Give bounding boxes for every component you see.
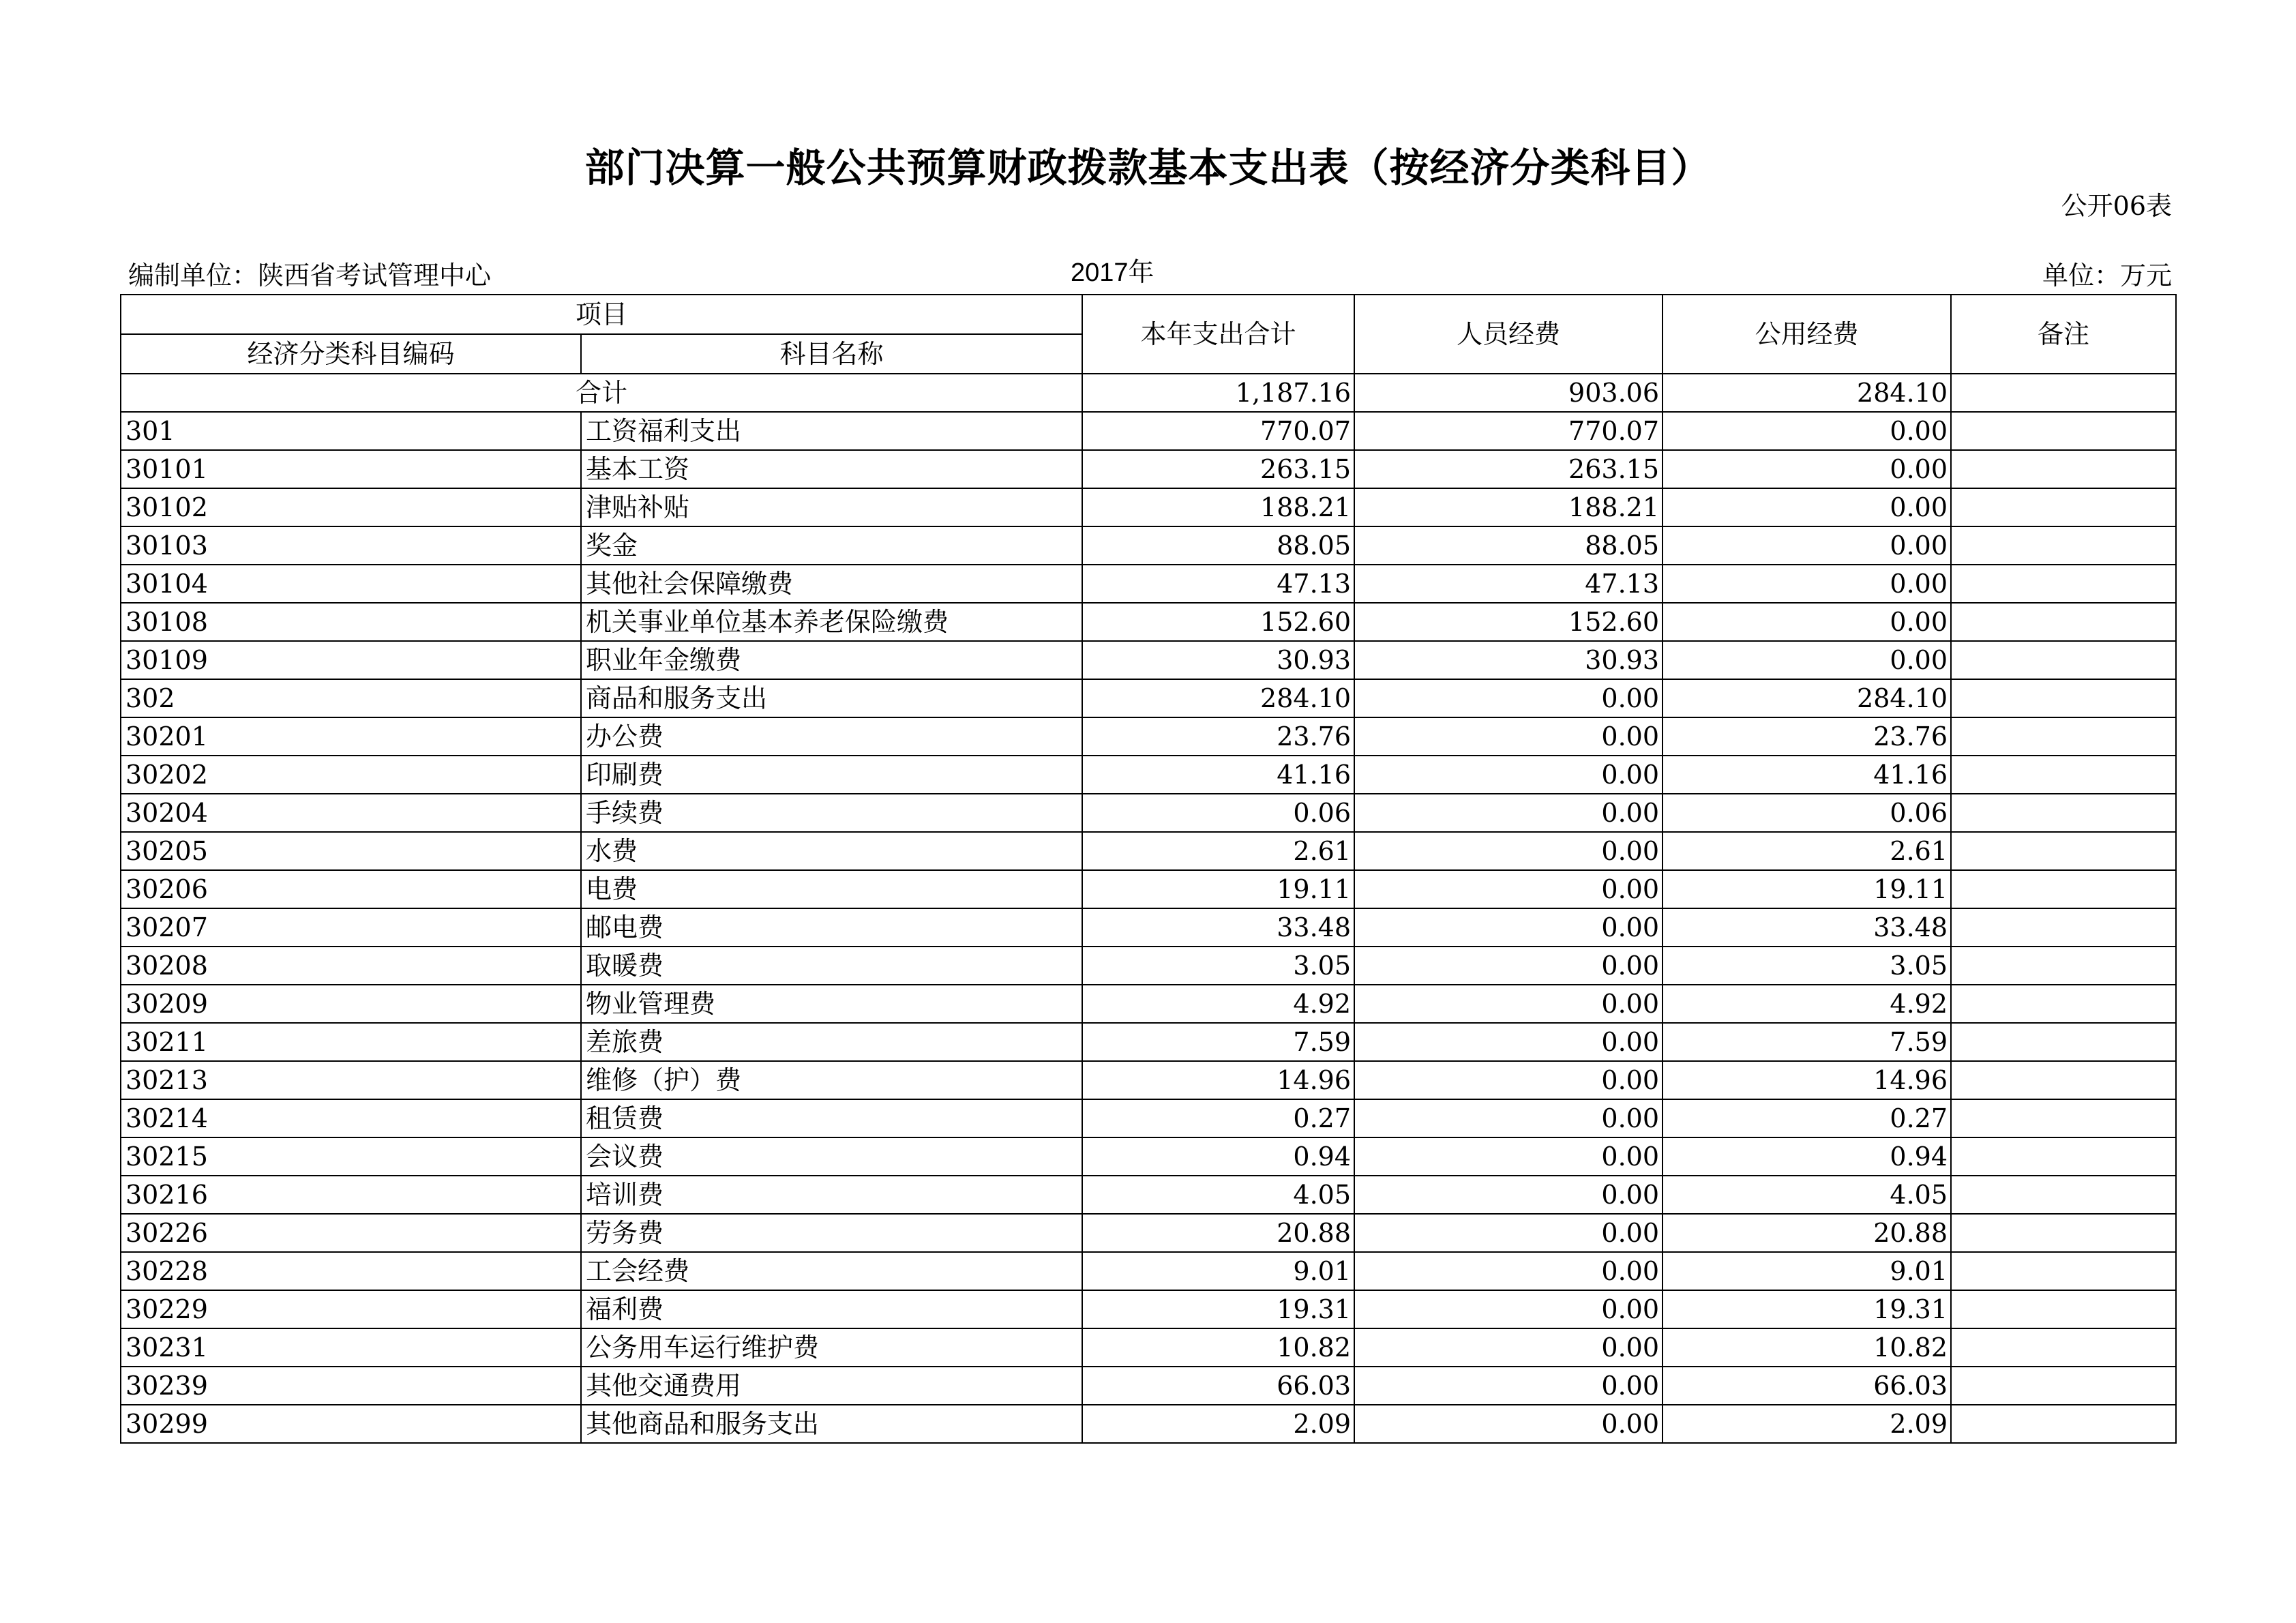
row-code: 30108 [121, 603, 581, 641]
row-public: 2.09 [1663, 1405, 1951, 1443]
row-name: 机关事业单位基本养老保险缴费 [581, 603, 1082, 641]
row-code: 30208 [121, 947, 581, 985]
row-remark [1951, 450, 2176, 488]
row-name: 工会经费 [581, 1252, 1082, 1290]
header-project: 项目 [121, 295, 1082, 334]
table-row [121, 1328, 2176, 1367]
row-public: 10.82 [1663, 1328, 1951, 1367]
row-personnel: 0.00 [1354, 794, 1663, 832]
row-remark [1951, 565, 2176, 603]
table-row [121, 870, 2176, 908]
row-public: 66.03 [1663, 1367, 1951, 1405]
row-personnel: 0.00 [1354, 1328, 1663, 1367]
row-remark [1951, 526, 2176, 565]
row-remark [1951, 1061, 2176, 1099]
row-code: 30299 [121, 1405, 581, 1443]
table-row [121, 679, 2176, 717]
row-code: 30202 [121, 756, 581, 794]
row-total: 19.11 [1082, 870, 1354, 908]
row-public: 4.05 [1663, 1176, 1951, 1214]
row-public: 0.94 [1663, 1137, 1951, 1176]
row-remark [1951, 1252, 2176, 1290]
header-remark: 备注 [1951, 295, 2176, 374]
row-public: 7.59 [1663, 1023, 1951, 1061]
table-row [121, 1099, 2176, 1137]
row-remark [1951, 1214, 2176, 1252]
row-code: 30103 [121, 526, 581, 565]
table-row [121, 908, 2176, 947]
row-code: 30211 [121, 1023, 581, 1061]
row-personnel: 0.00 [1354, 832, 1663, 870]
row-remark [1951, 412, 2176, 450]
table-row [121, 1137, 2176, 1176]
row-remark [1951, 1367, 2176, 1405]
header-public: 公用经费 [1663, 295, 1951, 374]
row-code: 30104 [121, 565, 581, 603]
row-code: 30204 [121, 794, 581, 832]
row-total: 3.05 [1082, 947, 1354, 985]
row-code: 30239 [121, 1367, 581, 1405]
row-public: 0.27 [1663, 1099, 1951, 1137]
row-remark [1951, 756, 2176, 794]
row-public: 3.05 [1663, 947, 1951, 985]
table-row [121, 603, 2176, 641]
row-public: 0.00 [1663, 603, 1951, 641]
table-row [121, 832, 2176, 870]
row-remark [1951, 1405, 2176, 1443]
row-public: 41.16 [1663, 756, 1951, 794]
row-name: 商品和服务支出 [581, 679, 1082, 717]
total-total: 1,187.16 [1082, 374, 1354, 412]
row-personnel: 0.00 [1354, 1023, 1663, 1061]
row-name: 其他交通费用 [581, 1367, 1082, 1405]
row-remark [1951, 1137, 2176, 1176]
row-personnel: 0.00 [1354, 908, 1663, 947]
row-total: 47.13 [1082, 565, 1354, 603]
table-row [121, 1176, 2176, 1214]
row-remark [1951, 1290, 2176, 1328]
row-remark [1951, 908, 2176, 947]
total-public: 284.10 [1663, 374, 1951, 412]
row-name: 水费 [581, 832, 1082, 870]
table-row [121, 985, 2176, 1023]
row-public: 0.06 [1663, 794, 1951, 832]
row-total: 0.27 [1082, 1099, 1354, 1137]
row-name: 维修（护）费 [581, 1061, 1082, 1099]
row-personnel: 47.13 [1354, 565, 1663, 603]
row-code: 30231 [121, 1328, 581, 1367]
row-name: 职业年金缴费 [581, 641, 1082, 679]
table-row [121, 641, 2176, 679]
row-remark [1951, 641, 2176, 679]
row-total: 14.96 [1082, 1061, 1354, 1099]
row-code: 301 [121, 412, 581, 450]
row-personnel: 88.05 [1354, 526, 1663, 565]
row-total: 284.10 [1082, 679, 1354, 717]
row-name: 基本工资 [581, 450, 1082, 488]
row-total: 2.61 [1082, 832, 1354, 870]
row-code: 30229 [121, 1290, 581, 1328]
table-row [121, 412, 2176, 450]
row-personnel: 0.00 [1354, 1061, 1663, 1099]
row-public: 0.00 [1663, 450, 1951, 488]
table-row [121, 1290, 2176, 1328]
row-public: 4.92 [1663, 985, 1951, 1023]
row-public: 0.00 [1663, 488, 1951, 526]
table-row [121, 565, 2176, 603]
row-public: 2.61 [1663, 832, 1951, 870]
table-row [121, 1023, 2176, 1061]
row-personnel: 30.93 [1354, 641, 1663, 679]
row-public: 284.10 [1663, 679, 1951, 717]
row-remark [1951, 832, 2176, 870]
row-code: 30101 [121, 450, 581, 488]
row-code: 30213 [121, 1061, 581, 1099]
table-row [121, 1214, 2176, 1252]
row-public: 19.31 [1663, 1290, 1951, 1328]
row-public: 33.48 [1663, 908, 1951, 947]
row-name: 电费 [581, 870, 1082, 908]
expenditure-table [120, 294, 2177, 1444]
row-personnel: 0.00 [1354, 1367, 1663, 1405]
currency-unit: 单位：万元 [2042, 260, 2172, 291]
row-public: 9.01 [1663, 1252, 1951, 1290]
table-row [121, 450, 2176, 488]
row-name: 办公费 [581, 717, 1082, 756]
row-name: 差旅费 [581, 1023, 1082, 1061]
row-personnel: 0.00 [1354, 1099, 1663, 1137]
report-title: 部门决算一般公共预算财政拨款基本支出表（按经济分类科目） [584, 145, 1712, 191]
row-personnel: 0.00 [1354, 1290, 1663, 1328]
row-personnel: 0.00 [1354, 717, 1663, 756]
row-code: 30209 [121, 985, 581, 1023]
row-code: 30226 [121, 1214, 581, 1252]
row-personnel: 0.00 [1354, 947, 1663, 985]
row-code: 30201 [121, 717, 581, 756]
table-row [121, 1061, 2176, 1099]
row-total: 9.01 [1082, 1252, 1354, 1290]
total-label: 合计 [121, 374, 1082, 412]
row-total: 7.59 [1082, 1023, 1354, 1061]
report-year: 2017年 [1071, 258, 1154, 287]
row-remark [1951, 985, 2176, 1023]
row-code: 30207 [121, 908, 581, 947]
row-personnel: 188.21 [1354, 488, 1663, 526]
row-remark [1951, 1099, 2176, 1137]
row-personnel: 0.00 [1354, 1405, 1663, 1443]
row-total: 2.09 [1082, 1405, 1354, 1443]
row-public: 0.00 [1663, 526, 1951, 565]
row-name: 会议费 [581, 1137, 1082, 1176]
header-personnel: 人员经费 [1354, 295, 1663, 374]
row-personnel: 0.00 [1354, 985, 1663, 1023]
compiling-unit-label: 编制单位： [128, 260, 258, 291]
row-name: 其他商品和服务支出 [581, 1405, 1082, 1443]
table-row [121, 488, 2176, 526]
row-code: 30102 [121, 488, 581, 526]
row-public: 23.76 [1663, 717, 1951, 756]
row-total: 770.07 [1082, 412, 1354, 450]
header-row-1 [121, 295, 2176, 334]
row-total: 41.16 [1082, 756, 1354, 794]
row-public: 20.88 [1663, 1214, 1951, 1252]
row-total: 30.93 [1082, 641, 1354, 679]
row-code: 302 [121, 679, 581, 717]
row-name: 其他社会保障缴费 [581, 565, 1082, 603]
row-code: 30216 [121, 1176, 581, 1214]
row-name: 印刷费 [581, 756, 1082, 794]
row-remark [1951, 1023, 2176, 1061]
table-row [121, 717, 2176, 756]
row-remark [1951, 1328, 2176, 1367]
row-name: 租赁费 [581, 1099, 1082, 1137]
row-name: 奖金 [581, 526, 1082, 565]
row-public: 0.00 [1663, 565, 1951, 603]
row-total: 4.92 [1082, 985, 1354, 1023]
row-total: 0.06 [1082, 794, 1354, 832]
compiling-unit [128, 256, 491, 295]
row-remark [1951, 679, 2176, 717]
row-total: 188.21 [1082, 488, 1354, 526]
row-code: 30206 [121, 870, 581, 908]
row-name: 取暖费 [581, 947, 1082, 985]
row-total: 10.82 [1082, 1328, 1354, 1367]
row-name: 福利费 [581, 1290, 1082, 1328]
row-remark [1951, 488, 2176, 526]
row-personnel: 152.60 [1354, 603, 1663, 641]
row-personnel: 0.00 [1354, 1176, 1663, 1214]
row-remark [1951, 717, 2176, 756]
row-remark [1951, 1176, 2176, 1214]
row-personnel: 770.07 [1354, 412, 1663, 450]
row-public: 19.11 [1663, 870, 1951, 908]
row-name: 培训费 [581, 1176, 1082, 1214]
header-total: 本年支出合计 [1082, 295, 1354, 374]
row-remark [1951, 794, 2176, 832]
row-personnel: 0.00 [1354, 756, 1663, 794]
row-remark [1951, 870, 2176, 908]
row-code: 30109 [121, 641, 581, 679]
compiling-unit-name: 陕西省考试管理中心 [258, 260, 492, 291]
header-name: 科目名称 [581, 334, 1082, 374]
header-code: 经济分类科目编码 [121, 334, 581, 374]
row-name: 劳务费 [581, 1214, 1082, 1252]
row-personnel: 0.00 [1354, 679, 1663, 717]
row-code: 30215 [121, 1137, 581, 1176]
row-total: 23.76 [1082, 717, 1354, 756]
form-number: 公开06表 [2061, 191, 2172, 221]
row-personnel: 0.00 [1354, 1214, 1663, 1252]
table-row [121, 756, 2176, 794]
row-total: 263.15 [1082, 450, 1354, 488]
row-personnel: 0.00 [1354, 870, 1663, 908]
row-name: 邮电费 [581, 908, 1082, 947]
total-remark [1951, 374, 2176, 412]
table-row [121, 1405, 2176, 1443]
row-code: 30205 [121, 832, 581, 870]
table-row [121, 794, 2176, 832]
row-total: 152.60 [1082, 603, 1354, 641]
row-personnel: 0.00 [1354, 1252, 1663, 1290]
row-total: 33.48 [1082, 908, 1354, 947]
row-total: 88.05 [1082, 526, 1354, 565]
row-total: 66.03 [1082, 1367, 1354, 1405]
row-total: 0.94 [1082, 1137, 1354, 1176]
row-personnel: 0.00 [1354, 1137, 1663, 1176]
total-personnel: 903.06 [1354, 374, 1663, 412]
table-row [121, 1252, 2176, 1290]
row-remark [1951, 947, 2176, 985]
row-code: 30228 [121, 1252, 581, 1290]
row-total: 4.05 [1082, 1176, 1354, 1214]
row-code: 30214 [121, 1099, 581, 1137]
table-row [121, 947, 2176, 985]
row-total: 19.31 [1082, 1290, 1354, 1328]
row-public: 14.96 [1663, 1061, 1951, 1099]
row-name: 津贴补贴 [581, 488, 1082, 526]
table-row [121, 1367, 2176, 1405]
table-row [121, 526, 2176, 565]
row-name: 手续费 [581, 794, 1082, 832]
row-remark [1951, 603, 2176, 641]
total-row [121, 374, 2176, 412]
row-total: 20.88 [1082, 1214, 1354, 1252]
row-public: 0.00 [1663, 641, 1951, 679]
row-personnel: 263.15 [1354, 450, 1663, 488]
row-name: 物业管理费 [581, 985, 1082, 1023]
row-public: 0.00 [1663, 412, 1951, 450]
row-name: 公务用车运行维护费 [581, 1328, 1082, 1367]
row-name: 工资福利支出 [581, 412, 1082, 450]
